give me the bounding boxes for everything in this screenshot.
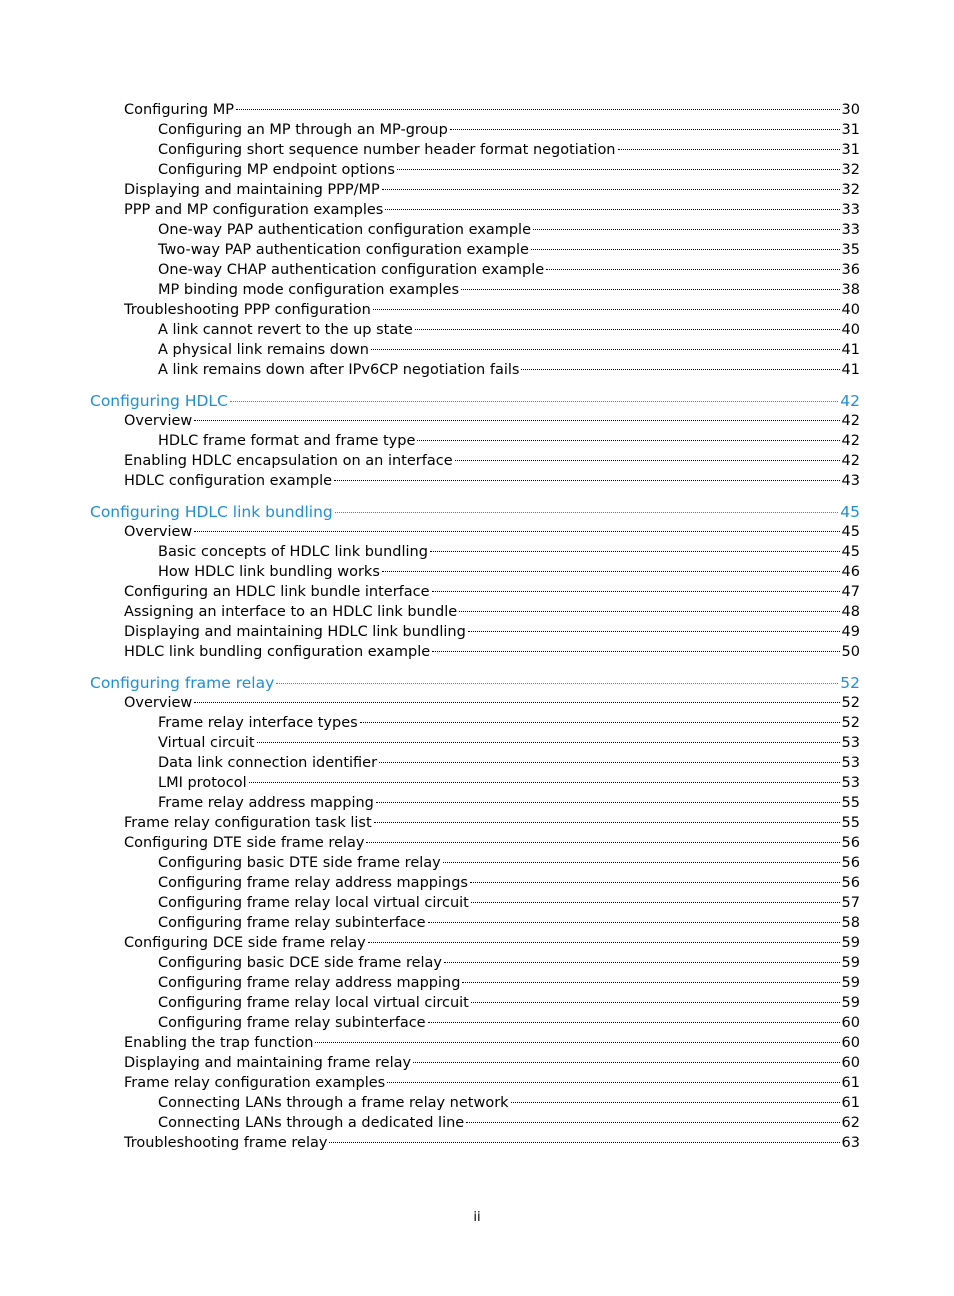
toc-entry[interactable] — [158, 220, 860, 240]
toc-chapter-entry[interactable] — [90, 672, 860, 694]
toc-entry-page: 55 — [841, 795, 860, 811]
toc-entry[interactable] — [158, 260, 860, 280]
toc-entry-title: A link cannot revert to the up state — [158, 322, 413, 338]
toc-entry-title: Enabling HDLC encapsulation on an interface — [124, 453, 453, 469]
toc-entry[interactable] — [158, 120, 860, 140]
dot-leader — [387, 1082, 839, 1083]
toc-entry-page: 56 — [841, 835, 860, 851]
page-number: ii — [473, 1210, 481, 1225]
toc-entry-title: Configuring an MP through an MP-group — [158, 122, 448, 138]
toc-entry-page: 33 — [841, 222, 860, 238]
toc-entry-page: 48 — [841, 604, 860, 620]
toc-entry-page: 61 — [841, 1075, 860, 1091]
toc-entry-title: Displaying and maintaining HDLC link bundling — [124, 624, 466, 640]
toc-entry[interactable] — [124, 813, 860, 833]
toc-entry-title: Overview — [124, 413, 193, 429]
toc-entry-page: 42 — [841, 453, 860, 469]
toc-entry-title: Configuring frame relay local virtual circuit — [158, 995, 469, 1011]
toc-entry-page: 33 — [841, 202, 860, 218]
toc-entry[interactable] — [124, 300, 860, 320]
toc-entry-title: HDLC frame format and frame type — [158, 433, 416, 449]
toc-entry-page: 45 — [841, 544, 860, 560]
dot-leader — [459, 611, 839, 612]
toc-entry[interactable] — [158, 713, 860, 733]
toc-entry-title: A physical link remains down — [158, 342, 369, 358]
toc-entry[interactable] — [158, 140, 860, 160]
dot-leader — [432, 591, 840, 592]
dot-leader — [376, 802, 840, 803]
toc-entry[interactable] — [158, 753, 860, 773]
toc-entry-page: 63 — [841, 1135, 860, 1151]
toc-entry-title: Displaying and maintaining frame relay — [124, 1055, 412, 1071]
toc-entry-title: One-way PAP authentication configuration example — [158, 222, 531, 238]
dot-leader — [374, 822, 840, 823]
dot-leader — [471, 902, 840, 903]
toc-entry-page: 49 — [841, 624, 860, 640]
toc-entry-page: 59 — [841, 995, 860, 1011]
toc-entry[interactable] — [124, 200, 860, 220]
toc-entry-title: Displaying and maintaining PPP/MP — [124, 182, 380, 198]
toc-entry-title: Configuring DCE side frame relay — [124, 935, 366, 951]
toc-entry-page: 61 — [841, 1095, 860, 1111]
toc-entry[interactable] — [158, 773, 860, 793]
toc-entry-page: 46 — [841, 564, 860, 580]
toc-entry[interactable] — [158, 853, 860, 873]
dot-leader — [462, 982, 839, 983]
dot-leader — [450, 129, 840, 130]
dot-leader — [470, 882, 840, 883]
toc-entry-page: 59 — [841, 975, 860, 991]
dot-leader — [531, 249, 840, 250]
toc-entry[interactable] — [158, 562, 860, 582]
dot-leader — [194, 420, 839, 421]
toc-entry-page: 41 — [841, 362, 860, 378]
toc-entry-page: 52 — [841, 695, 860, 711]
toc-entry-page: 42 — [840, 392, 860, 410]
toc-entry[interactable] — [158, 893, 860, 913]
toc-entry-page: 45 — [841, 524, 860, 540]
toc-entry[interactable] — [158, 953, 860, 973]
toc-entry[interactable] — [158, 993, 860, 1013]
toc-entry-page: 32 — [841, 182, 860, 198]
dot-leader — [455, 460, 840, 461]
toc-entry[interactable] — [124, 642, 860, 662]
toc-entry[interactable] — [158, 360, 860, 380]
dot-leader — [511, 1102, 840, 1103]
toc-entry-title: Connecting LANs through a frame relay network — [158, 1095, 509, 1111]
dot-leader — [315, 1042, 839, 1043]
dot-leader — [397, 169, 840, 170]
toc-entry-page: 35 — [841, 242, 860, 258]
toc-entry-title: Configuring an HDLC link bundle interface — [124, 584, 430, 600]
toc-entry-page: 41 — [841, 342, 860, 358]
toc-entry-page: 58 — [841, 915, 860, 931]
toc-entry-title: Configuring HDLC — [90, 392, 228, 410]
toc-entry-title: MP binding mode configuration examples — [158, 282, 460, 298]
toc-entry-title: Troubleshooting PPP configuration — [124, 302, 371, 318]
toc-entry-title: How HDLC link bundling works — [158, 564, 380, 580]
toc-entry-title: PPP and MP configuration examples — [124, 202, 384, 218]
dot-leader — [413, 1062, 839, 1063]
toc-entry[interactable] — [124, 622, 860, 642]
toc-entry-page: 53 — [841, 775, 860, 791]
toc-entry-page: 36 — [841, 262, 860, 278]
toc-entry-page: 30 — [841, 102, 860, 118]
toc-entry[interactable] — [158, 1113, 860, 1133]
dot-leader — [428, 1022, 840, 1023]
toc-entry[interactable] — [158, 340, 860, 360]
dot-leader — [366, 842, 839, 843]
toc-entry-title: Configuring MP — [124, 102, 234, 118]
dot-leader — [276, 683, 838, 684]
toc-entry-title: Configuring DTE side frame relay — [124, 835, 365, 851]
toc-entry-title: Connecting LANs through a dedicated line — [158, 1115, 465, 1131]
toc-entry-page: 40 — [841, 302, 860, 318]
dot-leader — [382, 189, 840, 190]
dot-leader — [230, 401, 838, 402]
toc-entry-page: 53 — [841, 735, 860, 751]
dot-leader — [329, 1142, 839, 1143]
dot-leader — [432, 651, 839, 652]
toc-entry-title: Overview — [124, 524, 193, 540]
dot-leader — [371, 349, 840, 350]
toc-entry[interactable] — [124, 180, 860, 200]
toc-entry-title: A link remains down after IPv6CP negotiation fails — [158, 362, 520, 378]
dot-leader — [461, 289, 840, 290]
toc-entry[interactable] — [124, 522, 860, 542]
toc-entry[interactable] — [158, 873, 860, 893]
toc-entry-title: Assigning an interface to an HDLC link bundle — [124, 604, 458, 620]
toc-entry-page: 60 — [841, 1035, 860, 1051]
toc-entry-page: 43 — [841, 473, 860, 489]
toc-entry[interactable] — [158, 542, 860, 562]
toc-entry-page: 59 — [841, 935, 860, 951]
toc-entry-page: 45 — [840, 503, 860, 521]
toc-entry-page: 62 — [841, 1115, 860, 1131]
toc-entry-title: Frame relay configuration examples — [124, 1075, 386, 1091]
toc-entry-title: Data link connection identifier — [158, 755, 378, 771]
toc-entry-page: 42 — [841, 413, 860, 429]
dot-leader — [443, 862, 840, 863]
toc-entry[interactable] — [124, 1033, 860, 1053]
dot-leader — [618, 149, 840, 150]
toc-entry[interactable] — [124, 451, 860, 471]
toc-entry-page: 59 — [841, 955, 860, 971]
toc-entry-title: Frame relay address mapping — [158, 795, 374, 811]
toc-entry-page: 31 — [841, 142, 860, 158]
toc-entry-title: Virtual circuit — [158, 735, 255, 751]
dot-leader — [194, 531, 839, 532]
toc-entry-page: 38 — [841, 282, 860, 298]
toc-entry-title: Configuring frame relay subinterface — [158, 915, 426, 931]
toc-entry-title: Configuring frame relay address mappings — [158, 875, 468, 891]
toc-entry[interactable] — [124, 833, 860, 853]
toc-entry-page: 32 — [841, 162, 860, 178]
dot-leader — [546, 269, 839, 270]
toc-entry-page: 56 — [841, 875, 860, 891]
dot-leader — [194, 702, 839, 703]
toc-entry[interactable] — [158, 280, 860, 300]
toc-entry-title: Overview — [124, 695, 193, 711]
toc-entry-page: 47 — [841, 584, 860, 600]
toc-entry-page: 57 — [841, 895, 860, 911]
dot-leader — [382, 571, 840, 572]
toc-entry-page: 60 — [841, 1015, 860, 1031]
toc-entry[interactable] — [158, 431, 860, 451]
toc-entry-title: LMI protocol — [158, 775, 247, 791]
toc-entry[interactable] — [158, 240, 860, 260]
dot-leader — [468, 631, 840, 632]
toc-entry-title: Troubleshooting frame relay — [124, 1135, 328, 1151]
toc-entry[interactable] — [124, 100, 860, 120]
dot-leader — [249, 782, 840, 783]
dot-leader — [444, 962, 840, 963]
dot-leader — [373, 309, 840, 310]
dot-leader — [430, 551, 840, 552]
dot-leader — [466, 1122, 839, 1123]
toc-entry-title: Configuring frame relay subinterface — [158, 1015, 426, 1031]
dot-leader — [385, 209, 839, 210]
toc-entry[interactable] — [158, 733, 860, 753]
toc-entry-page: 42 — [841, 433, 860, 449]
toc-entry-page: 55 — [841, 815, 860, 831]
dot-leader — [360, 722, 840, 723]
dot-leader — [379, 762, 839, 763]
toc-chapter-entry[interactable] — [90, 390, 860, 412]
toc-entry-title: Basic concepts of HDLC link bundling — [158, 544, 428, 560]
toc-entry[interactable] — [158, 320, 860, 340]
toc-entry-page: 52 — [840, 674, 860, 692]
toc-entry-title: One-way CHAP authentication configuration example — [158, 262, 545, 278]
toc-entry-title: Two-way PAP authentication configuration example — [158, 242, 529, 258]
dot-leader — [334, 480, 839, 481]
dot-leader — [335, 512, 839, 513]
toc-entry[interactable] — [124, 1073, 860, 1093]
toc-entry-page: 40 — [841, 322, 860, 338]
toc-entry[interactable] — [158, 1013, 860, 1033]
dot-leader — [471, 1002, 840, 1003]
toc-entry[interactable] — [124, 582, 860, 602]
toc-entry-title: Configuring short sequence number header format negotiation — [158, 142, 616, 158]
toc-chapter-entry[interactable] — [90, 501, 860, 523]
toc-entry-page: 60 — [841, 1055, 860, 1071]
toc-entry[interactable] — [158, 913, 860, 933]
toc-entry-page: 56 — [841, 855, 860, 871]
dot-leader — [415, 329, 840, 330]
toc-entry-title: Frame relay configuration task list — [124, 815, 372, 831]
toc-entry-title: Configuring basic DTE side frame relay — [158, 855, 441, 871]
toc-entry-page: 53 — [841, 755, 860, 771]
toc-entry[interactable] — [124, 933, 860, 953]
dot-leader — [417, 440, 839, 441]
toc-entry-title: Configuring MP endpoint options — [158, 162, 395, 178]
toc-entry-title: Configuring basic DCE side frame relay — [158, 955, 443, 971]
toc-entry[interactable] — [124, 693, 860, 713]
toc-entry-title: HDLC link bundling configuration example — [124, 644, 431, 660]
toc-entry[interactable] — [124, 471, 860, 491]
toc-entry-title: Enabling the trap function — [124, 1035, 314, 1051]
dot-leader — [257, 742, 840, 743]
toc-entry-page: 52 — [841, 715, 860, 731]
toc-entry[interactable] — [124, 411, 860, 431]
dot-leader — [236, 109, 840, 110]
toc-entry-title: Configuring frame relay address mapping — [158, 975, 461, 991]
dot-leader — [521, 369, 839, 370]
toc-entry-title: Configuring frame relay local virtual circuit — [158, 895, 469, 911]
toc-entry-title: Configuring frame relay — [90, 674, 275, 692]
toc-entry[interactable] — [124, 1133, 860, 1153]
toc-entry-title: HDLC configuration example — [124, 473, 333, 489]
toc-entry-page: 31 — [841, 122, 860, 138]
dot-leader — [428, 922, 840, 923]
toc-entry[interactable] — [158, 973, 860, 993]
dot-leader — [533, 229, 840, 230]
toc-entry[interactable] — [158, 1093, 860, 1113]
toc-entry-page: 50 — [841, 644, 860, 660]
toc-entry-title: Frame relay interface types — [158, 715, 358, 731]
toc-entry[interactable] — [158, 160, 860, 180]
dot-leader — [368, 942, 840, 943]
toc-entry-title: Configuring HDLC link bundling — [90, 503, 333, 521]
toc-entry[interactable] — [158, 793, 860, 813]
toc-entry[interactable] — [124, 1053, 860, 1073]
toc-entry[interactable] — [124, 602, 860, 622]
